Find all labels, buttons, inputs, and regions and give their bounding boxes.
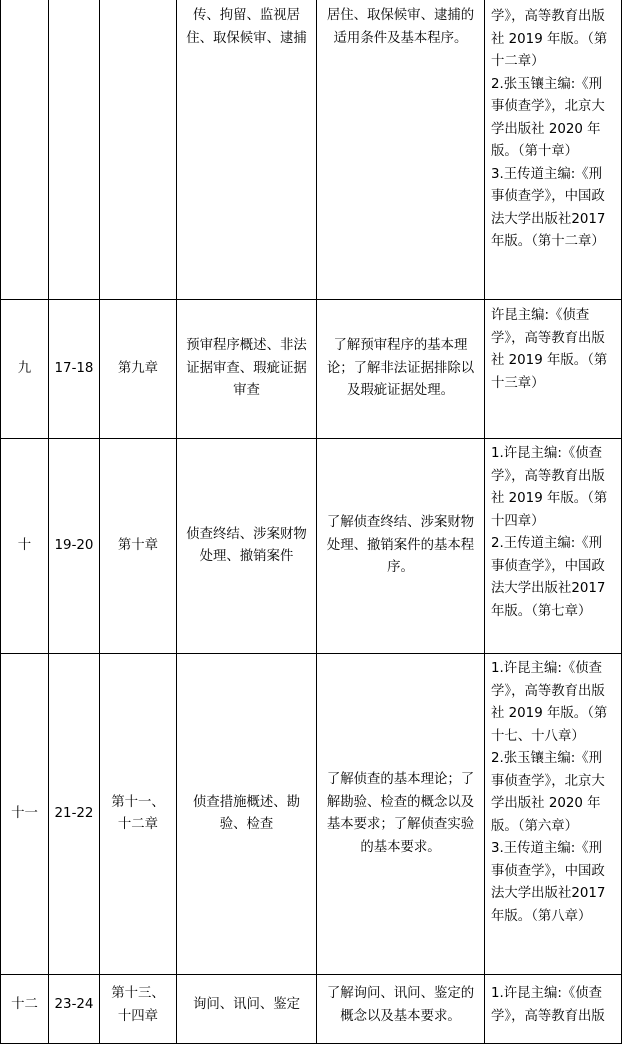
week-number: 十 [17, 537, 32, 553]
week-number: 十二 [11, 996, 38, 1012]
references-cell [484, 299, 622, 439]
reference-line: 2.张玉镶主编:《刑 [491, 76, 603, 92]
chapter-title: 第九章 [117, 360, 159, 376]
reference-line: 社 2019 年版。（第 [491, 353, 608, 368]
hours-range: 23-24 [54, 996, 94, 1012]
hours-cell [48, 0, 100, 300]
references-cell [484, 438, 622, 654]
content-cell [176, 974, 317, 1044]
reference-line: 3.王传道主编:《刑 [491, 166, 603, 182]
chapter-cell [99, 653, 177, 975]
teaching-objective: 了解询问、讯问、鉴定的概念以及基本要求。 [326, 986, 475, 1024]
reference-line: 学出版社 2020 年 [491, 796, 601, 811]
reference-line: 社 2019 年版。（第 [491, 491, 608, 506]
chapter-cell [99, 299, 177, 439]
reference-line: 年版。（第八章） [491, 908, 592, 924]
teaching-objective: 了解预审程序的基本理论；了解非法证据排除以及瑕疵证据处理。 [326, 338, 475, 399]
reference-line: 十二章） [491, 54, 545, 69]
week-cell [0, 974, 49, 1044]
teaching-objective: 了解侦查的基本理论；了解勘验、检查的概念以及基本要求；了解侦查实验的基本要求。 [326, 772, 475, 855]
hours-range: 21-22 [54, 805, 94, 821]
objective-cell [316, 974, 485, 1044]
teaching-content: 侦查终结、涉案财物处理、撤销案件 [186, 526, 307, 564]
reference-line: 事侦查学》，中国政 [491, 189, 605, 204]
references-cell [484, 974, 622, 1044]
reference-line: 1.许昆主编:《侦查 [491, 661, 603, 676]
reference-line: 1.许昆主编:《侦查 [491, 446, 603, 461]
teaching-objective: 居住、取保候审、逮捕的适用条件及基本程序。 [326, 8, 475, 46]
reference-line: 版。（第十章） [491, 144, 579, 159]
week-cell [0, 0, 49, 300]
references-cell [484, 0, 622, 300]
reference-line: 学出版社 2020 年 [491, 121, 601, 137]
content-cell [176, 438, 317, 654]
chapter-cell [99, 438, 177, 654]
content-cell [176, 299, 317, 439]
hours-cell [48, 974, 100, 1044]
objective-cell [316, 438, 485, 654]
reference-line: 法大学出版社2017 [491, 886, 606, 901]
reference-line: 十七、十八章） [491, 728, 585, 744]
reference-line: 2.张玉镶主编:《刑 [491, 751, 603, 766]
reference-line: 社 2019 年版。（第 [491, 31, 608, 47]
content-cell [176, 653, 317, 975]
teaching-content: 询问、讯问、鉴定 [192, 996, 301, 1012]
hours-cell [48, 299, 100, 439]
reference-line: 法大学出版社2017 [491, 211, 606, 227]
reference-line: 社 2019 年版。（第 [491, 706, 608, 721]
objective-cell [316, 0, 485, 300]
hours-cell [48, 653, 100, 975]
reference-line: 1.许昆主编:《侦查 [491, 986, 603, 1001]
reference-line: 年版。（第七章） [491, 603, 592, 619]
reference-line: 事侦查学》，中国政 [491, 863, 605, 879]
reference-line: 版。（第六章） [491, 818, 579, 834]
reference-line: 事侦查学》，北京大 [491, 773, 605, 789]
reference-line: 十三章） [491, 375, 545, 391]
reference-line: 3.王传道主编:《刑 [491, 841, 603, 856]
week-cell [0, 653, 49, 975]
reference-line: 学》，高等教育出版 [491, 9, 605, 24]
teaching-content: 预审程序概述、非法证据审查、瑕疵证据审查 [186, 338, 307, 399]
objective-cell [316, 653, 485, 975]
teaching-objective: 了解侦查终结、涉案财物处理、撤销案件的基本程序。 [326, 515, 475, 576]
reference-line: 许昆主编:《侦查 [491, 308, 590, 323]
hours-cell [48, 438, 100, 654]
objective-cell [316, 299, 485, 439]
reference-line: 学》，高等教育出版 [491, 683, 605, 699]
week-cell [0, 299, 49, 439]
reference-line: 学》，高等教育出版 [491, 330, 605, 346]
chapter-cell [99, 0, 177, 300]
chapter-title: 第十章 [117, 537, 159, 553]
reference-line: 法大学出版社2017 [491, 581, 606, 596]
hours-range: 19-20 [54, 537, 94, 553]
reference-line: 事侦查学》，北京大 [491, 99, 605, 114]
week-number: 九 [17, 360, 32, 376]
reference-line: 事侦查学》，中国政 [491, 558, 605, 574]
references-cell [484, 653, 622, 975]
week-cell [0, 438, 49, 654]
week-number: 十一 [11, 805, 38, 821]
reference-line: 十四章） [491, 513, 545, 529]
content-cell [176, 0, 317, 300]
teaching-content: 传、拘留、监视居住、取保候审、逮捕 [186, 8, 307, 46]
teaching-content: 侦查措施概述、勘验、检查 [192, 794, 301, 832]
reference-line: 学》，高等教育出版 [491, 1008, 605, 1024]
reference-line: 学》，高等教育出版 [491, 468, 605, 484]
chapter-title: 第十一、十二章 [111, 794, 165, 832]
hours-range: 17-18 [54, 360, 94, 376]
chapter-cell [99, 974, 177, 1044]
reference-line: 年版。（第十二章） [491, 234, 605, 249]
reference-line: 2.王传道主编:《刑 [491, 536, 603, 551]
chapter-title: 第十三、十四章 [111, 986, 165, 1024]
